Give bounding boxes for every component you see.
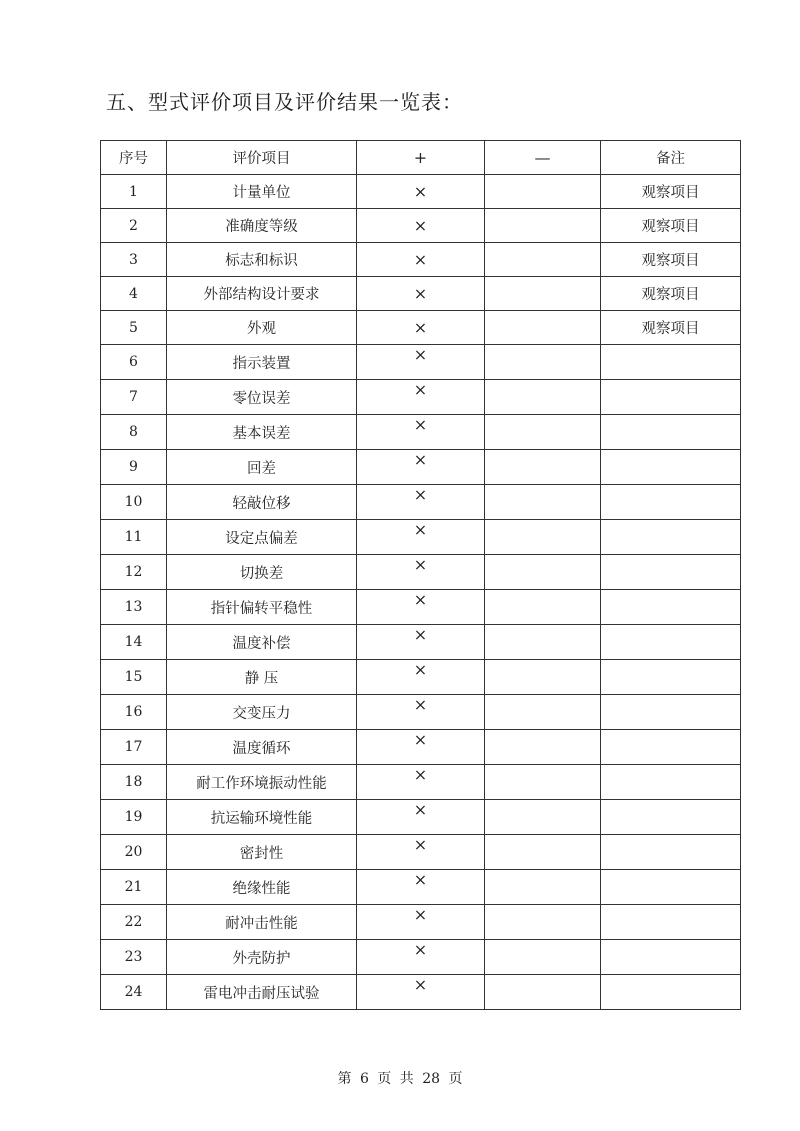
row-index-cell: 18	[101, 765, 167, 800]
table-body	[101, 175, 741, 1010]
row-plus-cell: ×	[357, 625, 485, 660]
row-index-cell: 6	[101, 345, 167, 380]
row-note-cell	[601, 800, 741, 835]
table-row	[101, 730, 741, 765]
page-footer: 第 6 页 共 28 页	[337, 1071, 463, 1087]
row-plus-cell: ×	[357, 520, 485, 555]
row-minus-cell	[485, 835, 601, 870]
row-item-cell: 外部结构设计要求	[167, 277, 357, 311]
table-row	[101, 415, 741, 450]
row-index-cell: 17	[101, 730, 167, 765]
row-minus-cell	[485, 870, 601, 905]
row-item-cell: 切换差	[167, 555, 357, 590]
row-index-cell: 24	[101, 975, 167, 1010]
row-index-cell: 20	[101, 835, 167, 870]
row-index-cell: 3	[101, 243, 167, 277]
row-minus-cell	[485, 520, 601, 555]
row-plus-cell: ×	[357, 555, 485, 590]
row-item-cell: 零位误差	[167, 380, 357, 415]
row-item-cell: 标志和标识	[167, 243, 357, 277]
row-note-cell: 观察项目	[601, 243, 741, 277]
row-plus-cell: ×	[357, 695, 485, 730]
row-note-cell	[601, 660, 741, 695]
row-note-cell	[601, 450, 741, 485]
row-index-cell: 19	[101, 800, 167, 835]
row-minus-cell	[485, 800, 601, 835]
row-index-cell: 2	[101, 209, 167, 243]
table-row	[101, 243, 741, 277]
row-index-cell: 4	[101, 277, 167, 311]
row-index-cell: 10	[101, 485, 167, 520]
table-row	[101, 800, 741, 835]
row-minus-cell	[485, 209, 601, 243]
row-note-cell: 观察项目	[601, 209, 741, 243]
table-row	[101, 277, 741, 311]
row-plus-cell: ×	[357, 209, 485, 243]
header-plus: +	[357, 141, 485, 175]
row-minus-cell	[485, 555, 601, 590]
row-item-cell: 计量单位	[167, 175, 357, 209]
table-row	[101, 905, 741, 940]
row-note-cell: 观察项目	[601, 277, 741, 311]
table-row	[101, 380, 741, 415]
row-minus-cell	[485, 695, 601, 730]
table-row	[101, 175, 741, 209]
row-minus-cell	[485, 590, 601, 625]
table-row	[101, 695, 741, 730]
row-minus-cell	[485, 450, 601, 485]
row-minus-cell	[485, 485, 601, 520]
row-index-cell: 21	[101, 870, 167, 905]
row-plus-cell: ×	[357, 905, 485, 940]
row-item-cell: 外观	[167, 311, 357, 345]
row-plus-cell: ×	[357, 277, 485, 311]
table-row	[101, 450, 741, 485]
table-row	[101, 520, 741, 555]
row-index-cell: 11	[101, 520, 167, 555]
row-minus-cell	[485, 243, 601, 277]
row-minus-cell	[485, 175, 601, 209]
row-minus-cell	[485, 765, 601, 800]
row-item-cell: 耐冲击性能	[167, 905, 357, 940]
row-plus-cell: ×	[357, 590, 485, 625]
row-note-cell	[601, 730, 741, 765]
row-plus-cell: ×	[357, 380, 485, 415]
row-item-cell: 回差	[167, 450, 357, 485]
row-plus-cell: ×	[357, 485, 485, 520]
row-note-cell: 观察项目	[601, 175, 741, 209]
row-index-cell: 14	[101, 625, 167, 660]
row-plus-cell: ×	[357, 243, 485, 277]
row-note-cell	[601, 905, 741, 940]
header-index: 序号	[101, 141, 167, 175]
row-note-cell	[601, 555, 741, 590]
table-row	[101, 625, 741, 660]
row-item-cell: 静 压	[167, 660, 357, 695]
table-row	[101, 940, 741, 975]
header-note: 备注	[601, 141, 741, 175]
section-heading: 五、型式评价项目及评价结果一览表：	[106, 90, 463, 114]
row-minus-cell	[485, 277, 601, 311]
row-note-cell	[601, 520, 741, 555]
row-item-cell: 准确度等级	[167, 209, 357, 243]
row-minus-cell	[485, 905, 601, 940]
row-item-cell: 绝缘性能	[167, 870, 357, 905]
row-index-cell: 13	[101, 590, 167, 625]
row-index-cell: 8	[101, 415, 167, 450]
row-item-cell: 雷电冲击耐压试验	[167, 975, 357, 1010]
row-item-cell: 温度补偿	[167, 625, 357, 660]
row-index-cell: 15	[101, 660, 167, 695]
row-plus-cell: ×	[357, 940, 485, 975]
row-plus-cell: ×	[357, 311, 485, 345]
row-index-cell: 7	[101, 380, 167, 415]
row-item-cell: 指针偏转平稳性	[167, 590, 357, 625]
header-minus: —	[485, 141, 601, 175]
row-note-cell	[601, 380, 741, 415]
row-plus-cell: ×	[357, 870, 485, 905]
row-note-cell	[601, 975, 741, 1010]
row-item-cell: 设定点偏差	[167, 520, 357, 555]
row-plus-cell: ×	[357, 975, 485, 1010]
evaluation-results-table	[100, 140, 741, 1010]
row-plus-cell: ×	[357, 765, 485, 800]
table-row	[101, 975, 741, 1010]
row-minus-cell	[485, 975, 601, 1010]
table-row	[101, 555, 741, 590]
table-row	[101, 345, 741, 380]
row-minus-cell	[485, 345, 601, 380]
row-item-cell: 基本误差	[167, 415, 357, 450]
row-index-cell: 9	[101, 450, 167, 485]
row-minus-cell	[485, 660, 601, 695]
table-row	[101, 870, 741, 905]
row-note-cell	[601, 870, 741, 905]
row-minus-cell	[485, 311, 601, 345]
row-note-cell	[601, 765, 741, 800]
row-plus-cell: ×	[357, 175, 485, 209]
table-header-row	[101, 141, 741, 175]
row-note-cell	[601, 835, 741, 870]
row-plus-cell: ×	[357, 835, 485, 870]
row-note-cell	[601, 590, 741, 625]
row-minus-cell	[485, 730, 601, 765]
row-item-cell: 指示装置	[167, 345, 357, 380]
row-plus-cell: ×	[357, 800, 485, 835]
row-plus-cell: ×	[357, 450, 485, 485]
row-index-cell: 22	[101, 905, 167, 940]
row-item-cell: 温度循环	[167, 730, 357, 765]
row-note-cell: 观察项目	[601, 311, 741, 345]
row-index-cell: 5	[101, 311, 167, 345]
row-minus-cell	[485, 940, 601, 975]
row-item-cell: 外壳防护	[167, 940, 357, 975]
table-row	[101, 660, 741, 695]
table-row	[101, 311, 741, 345]
row-item-cell: 抗运输环境性能	[167, 800, 357, 835]
row-note-cell	[601, 695, 741, 730]
row-index-cell: 16	[101, 695, 167, 730]
row-note-cell	[601, 345, 741, 380]
table-row	[101, 209, 741, 243]
row-item-cell: 轻敲位移	[167, 485, 357, 520]
table-row	[101, 590, 741, 625]
row-index-cell: 1	[101, 175, 167, 209]
row-plus-cell: ×	[357, 345, 485, 380]
row-minus-cell	[485, 625, 601, 660]
table-row	[101, 835, 741, 870]
row-item-cell: 密封性	[167, 835, 357, 870]
row-minus-cell	[485, 415, 601, 450]
row-note-cell	[601, 625, 741, 660]
row-note-cell	[601, 940, 741, 975]
table-row	[101, 485, 741, 520]
row-index-cell: 23	[101, 940, 167, 975]
row-item-cell: 耐工作环境振动性能	[167, 765, 357, 800]
row-plus-cell: ×	[357, 730, 485, 765]
table-row	[101, 765, 741, 800]
row-note-cell	[601, 415, 741, 450]
row-minus-cell	[485, 380, 601, 415]
row-note-cell	[601, 485, 741, 520]
row-index-cell: 12	[101, 555, 167, 590]
row-plus-cell: ×	[357, 660, 485, 695]
header-item: 评价项目	[167, 141, 357, 175]
row-item-cell: 交变压力	[167, 695, 357, 730]
row-plus-cell: ×	[357, 415, 485, 450]
